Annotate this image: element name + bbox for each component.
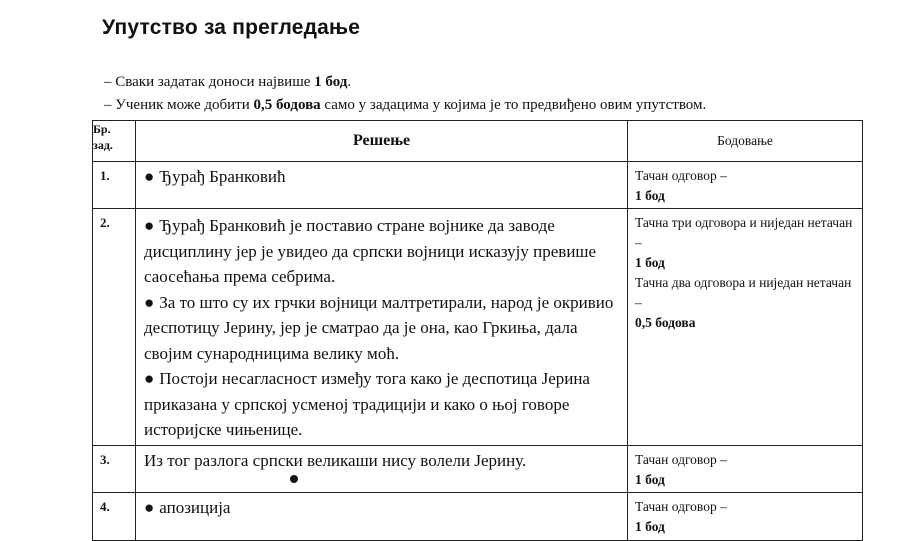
solution-cell [136, 492, 628, 540]
table-row [93, 209, 863, 446]
task-number: 2. [93, 209, 136, 446]
column-header-points: Бодовање [628, 121, 863, 162]
task-number: 1. [93, 162, 136, 209]
instruction-text: само у задацима у којима је то предвиђено овим упутством. [320, 97, 707, 113]
solution-cell [136, 162, 628, 209]
table-row [93, 445, 863, 492]
scoring-table [92, 120, 863, 541]
column-header-number [93, 121, 136, 162]
points-cell [628, 209, 863, 446]
task-number: 3. [93, 445, 136, 492]
points-text: Тачан одговор – [635, 168, 727, 183]
header-text: зад. [93, 138, 113, 152]
solution-item [144, 290, 619, 367]
bullet-icon: ● [144, 369, 155, 388]
instruction-bold: 0,5 бодова [253, 97, 321, 113]
bullet-icon [290, 475, 298, 483]
bullet-icon: ● [144, 216, 155, 235]
points-text: Тачан одговор – [635, 451, 727, 467]
solution-text: Ђурађ Бранковић [159, 167, 286, 186]
points-cell [628, 492, 863, 540]
solution-text: За то што су их грчки војници малтретирали, народ је окривио деспотицу Јерину, јер је сматрао да је она, као Гркиња, дала својим сународницима велику моћ. [144, 292, 614, 363]
instruction-text: – Ученик може добити [104, 97, 254, 113]
instruction-line-1 [104, 71, 706, 94]
points-text: Тачна три одговора и ниједан нетачан – [635, 215, 853, 250]
points-value: 0,5 бодова [635, 315, 696, 330]
points-cell [628, 162, 863, 209]
instruction-line-2 [104, 94, 706, 117]
bullet-icon: ● [144, 292, 155, 312]
table-header-row [93, 121, 863, 162]
solution-item [144, 213, 619, 290]
points-value: 1 бод [635, 471, 665, 487]
solution-text: апозиција [159, 497, 231, 517]
instruction-text: . [347, 74, 352, 90]
points-value: 1 бод [635, 255, 665, 270]
solution-cell [136, 209, 628, 446]
solution-cell [136, 445, 628, 492]
bullet-icon: ● [144, 167, 155, 186]
instructions [104, 71, 706, 117]
points-text: Тачна два одговора и ниједан нетачан – [635, 275, 852, 310]
solution-item [144, 366, 619, 443]
points-value: 1 бод [635, 188, 665, 203]
table-row [93, 162, 863, 209]
instruction-bold: 1 бод [314, 74, 348, 90]
points-text: Тачан одговор – [635, 498, 727, 514]
solution-text: Постоји несагласност између тога како је деспотица Јерина приказана у српској усменој традицији и како о њој говоре историјске чињенице. [144, 369, 590, 439]
instruction-text: – Сваки задатак доноси највише [104, 74, 315, 90]
page-title: Упутство за прегледање [102, 16, 361, 39]
header-text: Бр. [93, 122, 111, 136]
table-row [93, 492, 863, 540]
solution-text: Ђурађ Бранковић је поставио стране војнике да заводе дисциплину јер је увидео да српски војници исказују превише саосећања према себрима. [144, 216, 597, 286]
column-header-solution: Решење [136, 121, 628, 162]
solution-text: Из тог разлога српски великаши нису волели Јерину. [144, 450, 527, 470]
bullet-icon: ● [144, 497, 155, 517]
points-cell [628, 445, 863, 492]
points-value: 1 бод [635, 518, 665, 534]
task-number: 4. [93, 492, 136, 540]
